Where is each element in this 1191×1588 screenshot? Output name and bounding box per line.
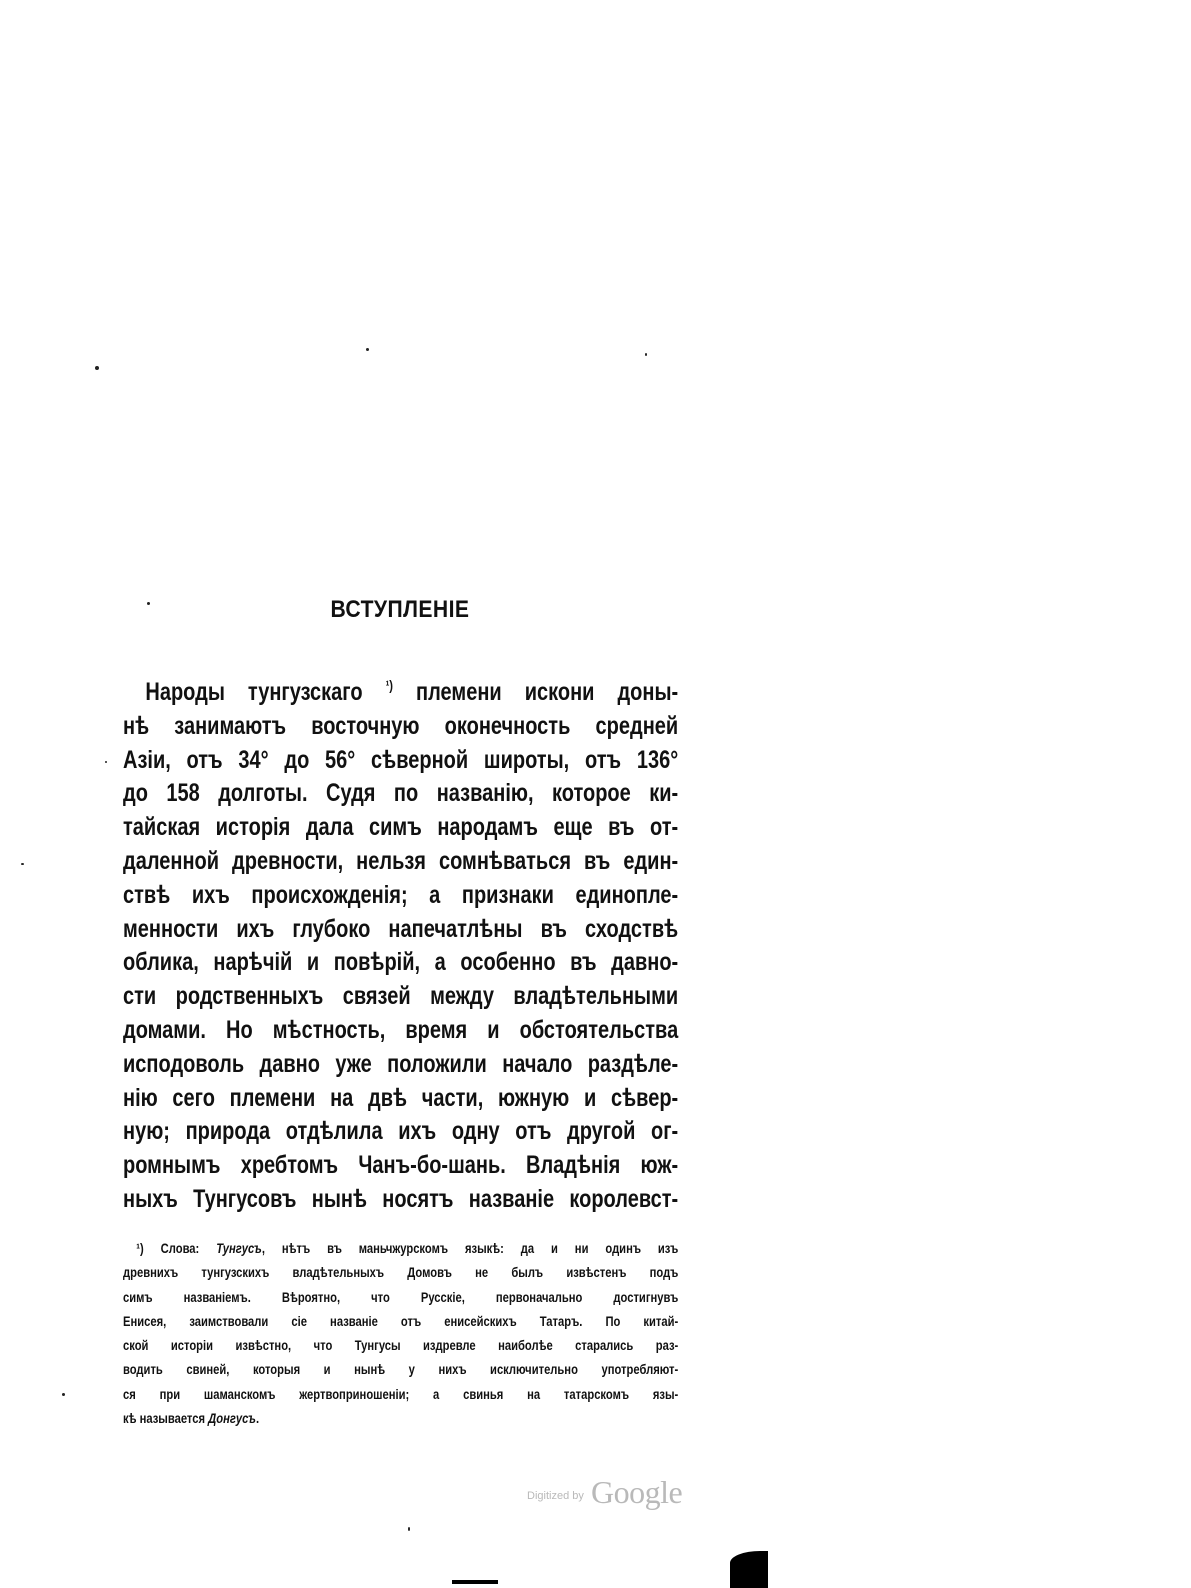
text-line: домами. Но мѣстность, время и обстоятельства	[123, 1015, 679, 1044]
scan-speck	[62, 1393, 65, 1396]
watermark-prefix: Digitized by	[527, 1490, 584, 1502]
scan-artifact	[452, 1580, 498, 1584]
footnote-line: симъ названіемъ. Вѣроятно, что Русскіе, первоначально достигнувъ	[123, 1289, 679, 1305]
main-text	[123, 676, 678, 1217]
text-line: менности ихъ глубоко напечатлѣны въ сходствѣ	[123, 914, 679, 943]
page-heading: ВСТУПЛЕНІЕ	[330, 596, 470, 623]
text-line: ромнымъ хребтомъ Чанъ-бо-шань. Владѣнія юж-	[123, 1151, 679, 1180]
text-line: даленной древности, нельзя сомнѣваться въ един-	[123, 846, 679, 875]
footnote-ref[interactable]: ¹)	[385, 677, 394, 693]
text-line: сти родственныхъ связей между владѣтельными	[123, 982, 679, 1011]
footnote	[123, 1237, 678, 1431]
text-line: тайская исторія дала симъ народамъ еще въ от-	[123, 813, 679, 842]
scan-speck	[21, 863, 24, 865]
footnote-line: Енисея, заимствовали сіе названіе отъ енисейскихъ Татаръ. По китай-	[123, 1313, 679, 1329]
footnote-line: ской исторіи извѣстно, что Тунгусы издревле наиболѣе старались раз-	[123, 1338, 679, 1354]
digitized-watermark	[527, 1474, 682, 1511]
footnote-line: ся при шаманскомъ жертвоприношеніи; а свинья на татарскомъ язы-	[123, 1386, 679, 1402]
text-line: исподоволь давно уже положили начало раздѣле-	[123, 1049, 679, 1078]
scan-speck	[408, 1527, 410, 1531]
scan-speck	[645, 353, 647, 356]
scan-speck	[366, 348, 369, 351]
text-line: ную; природа отдѣлила ихъ одну отъ другой ог-	[123, 1117, 679, 1146]
text-line: нѣ занимаютъ восточную оконечность средней	[123, 711, 679, 740]
footnote-marker: ¹)	[136, 1241, 144, 1256]
text-line: нію сего племени на двѣ части, южную и сѣвер-	[123, 1083, 679, 1112]
scan-speck	[147, 602, 150, 605]
text-line: ныхъ Тунгусовъ нынѣ носятъ названіе королевст-	[123, 1184, 679, 1213]
scan-speck	[95, 366, 99, 370]
text-line: до 158 долготы. Судя по названію, которое ки-	[123, 779, 679, 808]
scan-artifact	[730, 1551, 768, 1588]
footnote-line: древнихъ тунгузскихъ владѣтельныхъ Домовъ не былъ извѣстенъ подъ	[123, 1265, 679, 1281]
text-line: ствѣ ихъ происхожденія; а признаки единопле-	[123, 880, 679, 909]
text-line: облика, нарѣчій и повѣрій, а особенно въ давно-	[123, 948, 679, 977]
footnote-line: водить свиней, которыя и нынѣ у нихъ исключительно употребляют-	[123, 1362, 679, 1378]
footnote-line: кѣ называется Донгусъ.	[123, 1411, 260, 1427]
scan-speck	[105, 761, 107, 763]
google-logo: Google	[590, 1474, 683, 1510]
text-line: Азіи, отъ 34° до 56° сѣверной широты, отъ 136°	[123, 745, 679, 774]
text-line: Народы тунгузскаго $^{^1)}$ племени искони доны-	[145, 677, 679, 706]
footnote-line: ¹) Слова: Тунгусъ, нѣтъ въ маньчжурскомъ языкѣ: да и ни одинъ изъ	[136, 1241, 679, 1256]
